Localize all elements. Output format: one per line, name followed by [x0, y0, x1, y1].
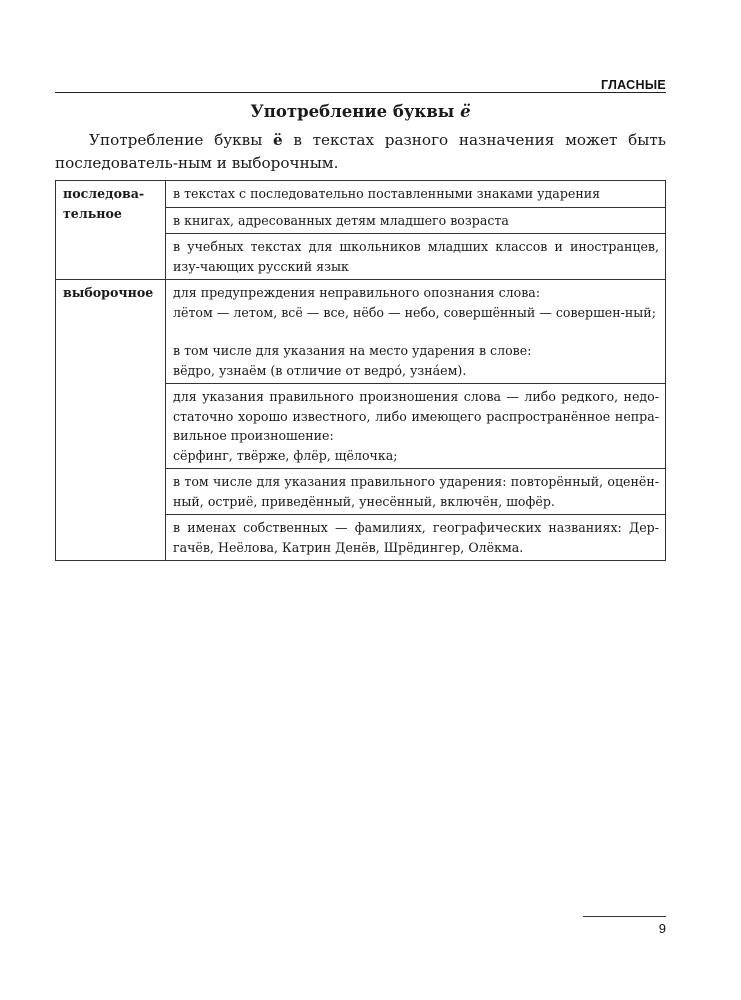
title-letter: ё — [460, 102, 471, 121]
cell-line: лётом — летом, всё — все, нёбо — небо, совершённый — совершен-ный; — [173, 304, 656, 320]
cell-line: для предупреждения неправильного опознания слова: — [173, 285, 541, 300]
table-cell: в том числе для указания правильного ударения: повторённый, оценён-ный, остриё, приведённый, унесённый, включён, шофёр. — [166, 469, 666, 515]
table-row — [56, 280, 666, 384]
cell-line: вёдро, узнаём (в отличие от ведро́, узна́ем). — [173, 362, 467, 378]
cell-gap — [173, 322, 659, 341]
cell-line: для указания правильного произношения слова — либо редкого, недо-статочно хорошо известного, либо имеющего распространённое непра-вильное произношение: — [173, 389, 659, 443]
table-cell: в учебных текстах для школьников младших классов и иностранцев, изу-чающих русский язык — [166, 234, 666, 280]
footer-rule — [583, 916, 666, 917]
page-title — [55, 102, 666, 121]
intro-text-1: Употребление буквы — [89, 131, 273, 149]
table-cell: в именах собственных — фамилиях, географических названиях: Дер-гачёв, Неёлова, Катрин Денёв, Шрёдингер, Олёкма. — [166, 515, 666, 561]
page-number: 9 — [658, 921, 666, 936]
category-consistent — [56, 181, 166, 280]
table-cell: в текстах с последовательно поставленными знаками ударения — [166, 181, 666, 208]
intro-letter: ё — [273, 131, 283, 149]
category-label: выборочное — [63, 285, 154, 300]
table-cell — [166, 280, 666, 384]
intro-text-2: в текстах разного назначения может быть последователь-ным и выборочным. — [55, 131, 667, 172]
header-rule — [55, 92, 666, 93]
intro-paragraph — [55, 129, 666, 175]
category-label: тельное — [63, 205, 122, 221]
category-selective — [56, 280, 166, 561]
table-cell: в книгах, адресованных детям младшего возраста — [166, 207, 666, 234]
page — [55, 0, 666, 1000]
section-header: ГЛАСНЫЕ — [601, 78, 666, 92]
table-cell — [166, 384, 666, 469]
title-text: Употребление буквы — [250, 102, 461, 121]
cell-line: сёрфинг, твёрже, флёр, щёлочка; — [173, 447, 398, 463]
table-row — [56, 181, 666, 208]
cell-line: в том числе для указания на место ударения в слове: — [173, 343, 532, 358]
usage-table — [55, 180, 666, 561]
category-label: последова- — [63, 186, 145, 201]
